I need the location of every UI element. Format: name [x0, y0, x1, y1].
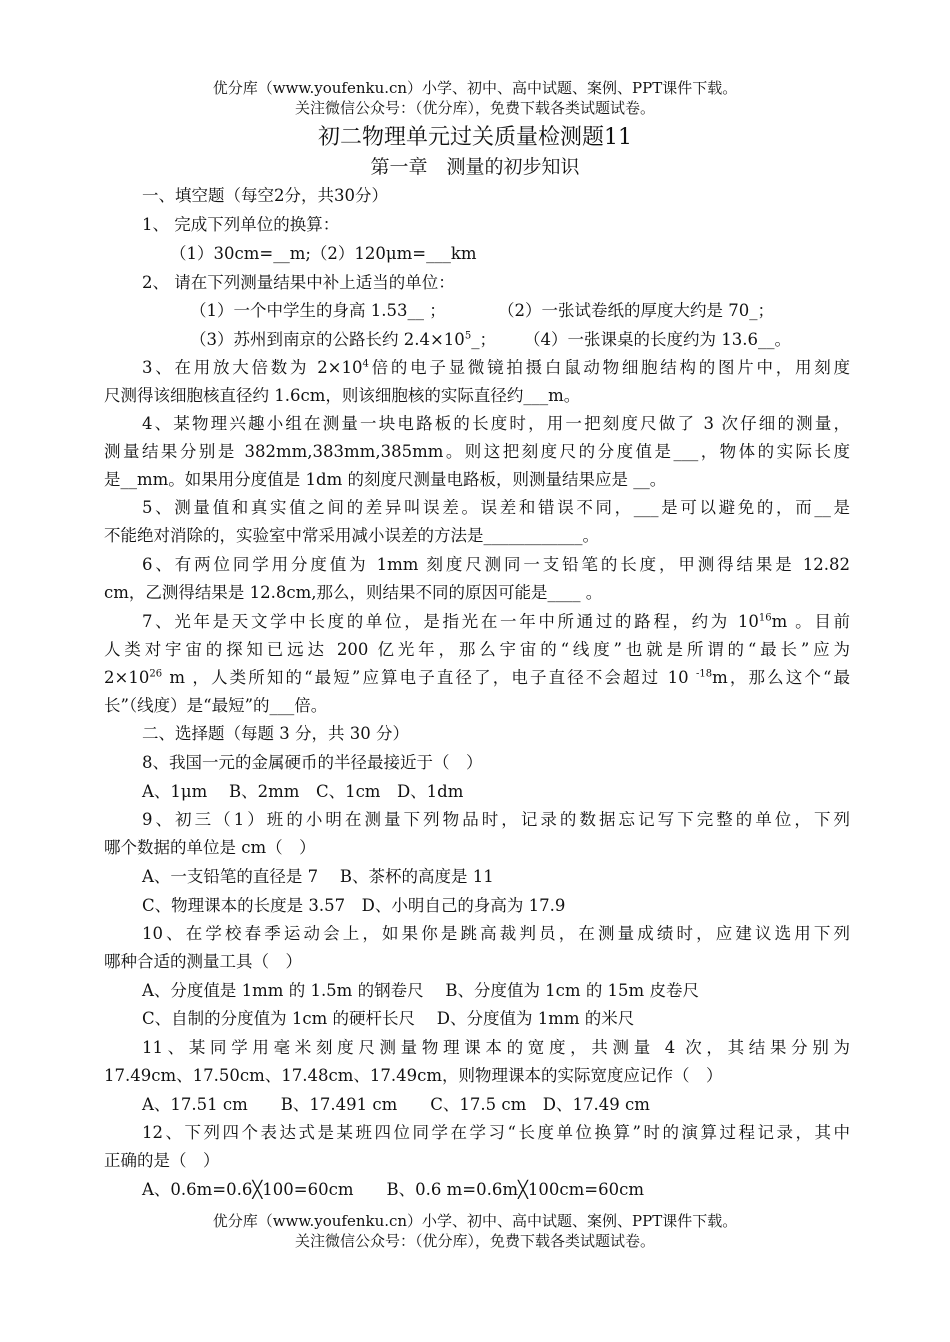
q4-line-3: 是__mm。如果用分度值是 1dm 的刻度尺测量电路板，则测量结果应是 __。	[104, 470, 667, 489]
q6-line-2: cm，乙测得结果是 12.8cm,那么，则结果不同的原因可能是____ 。	[104, 583, 603, 602]
section-choice-heading: 二、选择题（每题 3 分，共 30 分）	[142, 724, 409, 743]
q2-part-a: （1）一个中学生的身高 1.53__ ；	[190, 301, 446, 320]
q6-line-1: 6、有两位同学用分度值为 1mm 刻度尺测同一支铅笔的长度，甲测得结果是 12.82	[142, 555, 850, 574]
q7-line-3: $2\times 10^{26}$ m ，人类所知的“最短”应算电子直径了，电子直径不会超过 10 $^{-18}$m，那么这个“最	[104, 668, 850, 687]
chapter-subtitle: 第一章 测量的初步知识	[370, 156, 580, 178]
q10-line-2: 哪种合适的测量工具（ ）	[104, 952, 302, 971]
q1-parts: （1）30cm=__m;（2）120μm=___km	[170, 244, 477, 263]
q10-options-2: C、自制的分度值为 1cm 的硬杆长尺 D、分度值为 1mm 的米尺	[142, 1009, 635, 1028]
q4-line-1: 4、某物理兴趣小组在测量一块电路板的长度时，用一把刻度尺做了 3 次仔细的测量，	[142, 414, 850, 433]
q7-line-1: 7、光年是天文学中长度的单位，是指光在一年中所通过的路程，约为 $10^{16}m$ 。目前	[142, 612, 850, 631]
q11-options: A、17.51 cm B、17.491 cm C、17.5 cm D、17.49 cm	[142, 1095, 650, 1114]
header-line-2: 关注微信公众号：（优分库），免费下载各类试题试卷。	[294, 99, 655, 117]
q3-line-2: 尺测得该细胞核直径约 1.6cm，则该细胞核的实际直径约___m。	[104, 386, 581, 405]
q7-line-4: 长”（线度）是“最短”的___倍。	[104, 696, 328, 715]
q10-line-1: 10、在学校春季运动会上，如果你是跳高裁判员，在测量成绩时，应建议选用下列	[142, 924, 850, 943]
q11-line-2: 17.49cm、17.50cm、17.48cm、17.49cm，则物理课本的实际宽度应记作（ ）	[104, 1066, 723, 1085]
q12-options: A、0.6m=0.6╳100=60cm B、0.6 m=0.6m╳100cm=60cm	[142, 1180, 644, 1199]
q9-options-1: A、一支铅笔的直径是 7 B、茶杯的高度是 11	[142, 867, 494, 886]
q3-line-1: 3、在用放大倍数为 $2\times 10^4$倍的电子显微镜拍摄白鼠动物细胞结构的图片中，用刻度	[142, 358, 851, 377]
q1-stem: 1、 完成下列单位的换算：	[142, 215, 340, 234]
footer-line-1: 优分库（www.youfenku.cn）小学、初中、高中试题、案例、PPT课件下载。	[212, 1212, 738, 1230]
q10-options-1: A、分度值是 1mm 的 1.5m 的钢卷尺 B、分度值为 1cm 的 15m 皮卷尺	[142, 981, 699, 1000]
section-fill-blank-heading: 一、填空题（每空2分，共30分）	[142, 186, 388, 205]
footer-line-2: 关注微信公众号：（优分库），免费下载各类试题试卷。	[294, 1232, 655, 1250]
q5-line-2: 不能绝对消除的，实验室中常采用减小误差的方法是____________。	[104, 526, 599, 545]
q2-part-c: （3）苏州到南京的公路长约 $2.4\times 10^5\_$；	[190, 330, 496, 349]
header-line-1: 优分库（www.youfenku.cn）小学、初中、高中试题、案例、PPT课件下载。	[212, 79, 738, 97]
q8-options: A、1μm B、2mm C、1cm D、1dm	[142, 782, 464, 801]
q12-line-2: 正确的是（ ）	[104, 1151, 220, 1170]
q11-line-1: 11、某同学用毫米刻度尺测量物理课本的宽度，共测量 4 次，其结果分别为	[142, 1038, 850, 1057]
q2-stem: 2、 请在下列测量结果中补上适当的单位：	[142, 273, 455, 292]
q9-options-2: C、物理课本的长度是 3.57 D、小明自己的身高为 17.9	[142, 896, 566, 915]
q4-line-2: 测量结果分别是 382mm,383mm,385mm。则这把刻度尺的分度值是___，物体的实际长度	[104, 442, 850, 461]
q2-part-d: （4）一张课桌的长度约为 13.6__。	[524, 330, 791, 349]
q12-line-1: 12、下列四个表达式是某班四位同学在学习“长度单位换算”时的演算过程记录，其中	[142, 1123, 850, 1142]
q9-line-1: 9、初三（1）班的小明在测量下列物品时，记录的数据忘记写下完整的单位，下列	[142, 810, 850, 829]
q2-part-b: （2）一张试卷纸的厚度大约是 70_；	[498, 301, 774, 320]
page-title: 初二物理单元过关质量检测题11	[318, 125, 632, 150]
q5-line-1: 5、测量值和真实值之间的差异叫误差。误差和错误不同，___是可以避免的，而__是	[142, 498, 850, 517]
q9-line-2: 哪个数据的单位是 cm（ ）	[104, 838, 316, 857]
q8-stem: 8、我国一元的金属硬币的半径最接近于（ ）	[142, 753, 483, 772]
q7-line-2: 人类对宇宙的探知已远达 200 亿光年，那么宇宙的“线度”也就是所谓的“最长”应为	[104, 640, 850, 659]
